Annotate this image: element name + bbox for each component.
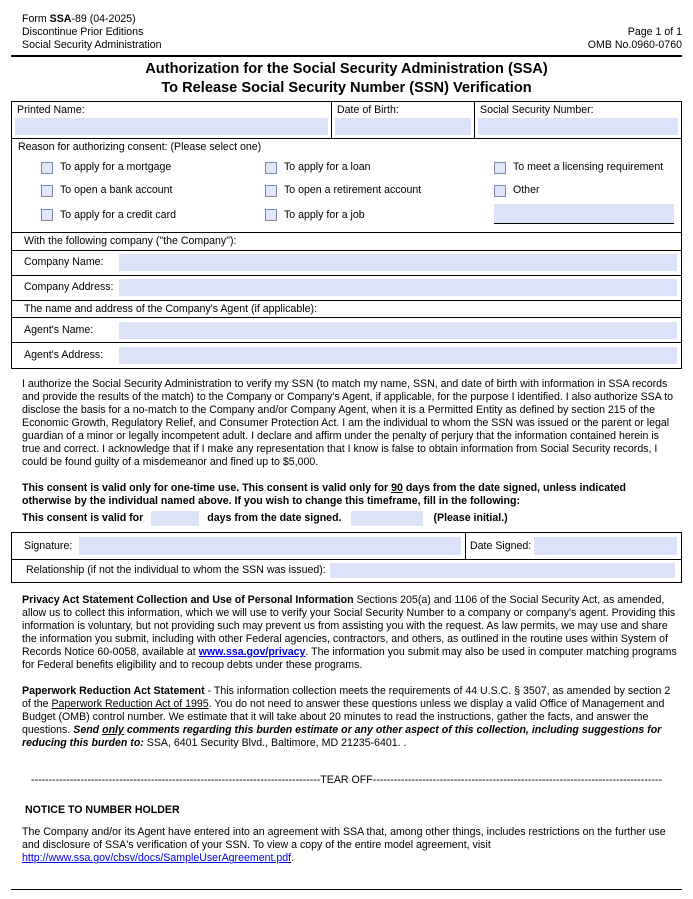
form-header [0, 0, 693, 54]
consent-days-input[interactable] [151, 511, 199, 526]
paperwork-act-underline: Paperwork Reduction Act of 1995 [51, 697, 209, 710]
other-checkbox[interactable] [494, 185, 506, 197]
ssn-input[interactable] [478, 118, 678, 135]
retirement-account-checkbox[interactable] [265, 185, 277, 197]
credit-card-checkbox[interactable] [41, 209, 53, 221]
authorization-paragraph: I authorize the Social Security Administration to verify my SSN (to match my name, SSN, and date of birth with information in SSA records and provide the results of the match) to the Company or Company's Agent, if applicable, for the purpose I identified. I also authorize SSA to disclose the basis for a no-match to the Company and/or Company Agent, when it is a Permitted Entity as defined by section 215 of the Economic Growth, Regulatory Relief, and Consumer Protection Act. I am the individual to whom the SSN was issued or the parent or legal guardian of a minor or legally incompetent adult. I declare and affirm under the penalty of perjury that the information contained herein is true and correct. I acknowledge that if I make any representation that I know is false to obtain information from Social Security records, I could be found guilty of a misdemeanor and fined up to $5,000. [22, 378, 673, 468]
discontinue-line: Discontinue Prior Editions [22, 25, 144, 38]
header-rule [11, 55, 682, 57]
form-number-line: Form SSA-89 (04-2025) [22, 13, 136, 25]
signature-input[interactable] [79, 537, 461, 555]
date-signed-input[interactable] [534, 537, 677, 555]
reason-option-licensing [494, 161, 674, 174]
reason-option-mortgage [41, 161, 265, 174]
notice-paragraph: The Company and/or its Agent have entered into an agreement with SSA that, among other things, includes restrictions on the further use and disclosure of SSA's verification of your SSN. To view a copy of the entire model agreement, visit http://www.ssa.gov/cbsv/docs/SampleUserAgreement.pdf. [22, 826, 666, 865]
bank-account-label: To open a bank account [60, 184, 173, 197]
reason-section [12, 139, 681, 232]
consent-line-part2: days from the date signed. [207, 512, 342, 525]
loan-label: To apply for a loan [284, 161, 371, 174]
signature-cell [12, 533, 465, 559]
tear-off-line: ---------------------------------------------------------------------------------- TEAR OFF ---------------------------------------------------------------------------------- [31, 773, 662, 786]
mortgage-checkbox[interactable] [41, 162, 53, 174]
job-checkbox[interactable] [265, 209, 277, 221]
form-title [0, 60, 693, 97]
licensing-label: To meet a licensing requirement [513, 161, 664, 174]
retirement-account-label: To open a retirement account [284, 184, 422, 197]
signature-label: Signature: [24, 539, 73, 552]
company-name-label: Company Name: [24, 256, 104, 269]
other-label: Other [513, 184, 540, 197]
privacy-link[interactable]: www.ssa.gov/privacy [198, 646, 306, 659]
printed-name-label: Printed Name: [17, 104, 85, 117]
agent-name-label: Agent's Name: [24, 323, 94, 336]
omb-number: OMB No.0960-0760 [587, 38, 682, 51]
agent-section-label: The name and address of the Company's Agent (if applicable): [12, 301, 681, 319]
job-label: To apply for a job [284, 208, 365, 221]
form-title-line1: Authorization for the Social Security Administration (SSA) [145, 61, 548, 78]
reason-option-bank-account [41, 184, 265, 197]
consent-line-part1: This consent is valid for [22, 512, 144, 525]
form-title-line2: To Release Social Security Number (SSN) Verification [161, 79, 532, 96]
loan-checkbox[interactable] [265, 162, 277, 174]
header-left [22, 13, 162, 51]
privacy-statement: Privacy Act Statement Collection and Use of Personal Information Sections 205(a) and 1106 of the Social Security Act, as amended, allow us to collect this information, which we will use to verify your Social Security Number to a company or company's agent. Providing this information is voluntary, but not providing such may prevent us from assisting you with the request. As law permits, we may use and share the information you submit, including with other Federal agencies, contractors, and others, as outlined in the routine uses within System of Records Notice 60-0058, available at www.ssa.gov/privacy. The information you submit may also be used in computer matching programs for Federal benefits eligibility and to recoup debts under these programs. [22, 594, 677, 672]
printed-name-cell [12, 102, 331, 138]
relationship-row [12, 560, 681, 582]
header-right [588, 26, 682, 52]
dob-input[interactable] [335, 118, 471, 135]
identity-row [12, 102, 681, 139]
consent-statement: This consent is valid only for one-time use. This consent is valid only for 90 days from the date signed, unless indicated otherwise by the individual named above. If you wish to change this timeframe, fill in the following: [22, 481, 627, 508]
page-number: Page 1 of 1 [627, 25, 682, 38]
notice-link[interactable]: http://www.ssa.gov/cbsv/docs/SampleUserAgreement.pdf [22, 852, 292, 865]
paperwork-statement: Paperwork Reduction Act Statement - This information collection meets the requirements of 44 U.S.C. § 3507, as amended by section 2 of the Paperwork Reduction Act of 1995. You do not need to answer these questions unless we display a valid Office of Management and Budget (OMB) control number. We estimate that it will take about 20 minutes to read the instructions, gather the facts, and answer the questions. Send only comments regarding this burden estimate or any other aspect of this collection, including suggestions for reducing this burden to: SSA, 6401 Security Blvd., Baltimore, MD 21235-6401. . [22, 685, 671, 749]
other-reason-cell [494, 207, 674, 224]
reason-checkbox-grid [16, 161, 677, 223]
printed-name-input[interactable] [15, 118, 328, 135]
ssn-cell [474, 102, 681, 138]
company-address-row [12, 276, 681, 301]
company-address-label: Company Address: [24, 281, 114, 294]
reason-option-loan [265, 161, 494, 174]
company-name-row [12, 251, 681, 276]
date-signed-cell [465, 533, 681, 559]
agency-line: Social Security Administration [22, 38, 162, 51]
company-name-input[interactable] [119, 254, 677, 271]
bank-account-checkbox[interactable] [41, 185, 53, 197]
company-section-label: With the following company ("the Company"): [12, 233, 681, 251]
ssn-label: Social Security Number: [480, 104, 594, 117]
company-address-input[interactable] [119, 279, 677, 296]
agent-name-row [12, 318, 681, 343]
relationship-input[interactable] [330, 563, 675, 578]
consent-line-part3: (Please initial.) [433, 512, 508, 525]
main-form-table [11, 101, 682, 369]
relationship-label: Relationship (if not the individual to whom the SSN was issued): [26, 564, 326, 577]
agent-address-row [12, 343, 681, 368]
consent-days-underline: 90 [391, 481, 403, 494]
reason-option-other [494, 184, 674, 197]
signature-table [11, 532, 682, 583]
reason-label: Reason for authorizing consent: (Please select one) [18, 141, 262, 154]
dob-cell [331, 102, 474, 138]
notice-title: NOTICE TO NUMBER HOLDER [25, 803, 180, 816]
credit-card-label: To apply for a credit card [60, 208, 176, 221]
other-reason-input[interactable] [494, 204, 674, 224]
agent-address-input[interactable] [119, 347, 677, 364]
agent-address-label: Agent's Address: [24, 349, 104, 362]
bottom-rule [11, 889, 682, 890]
licensing-checkbox[interactable] [494, 162, 506, 174]
consent-fill-line [22, 511, 677, 526]
reason-option-job [265, 207, 494, 224]
agent-name-input[interactable] [119, 322, 677, 339]
reason-option-credit-card [41, 207, 265, 224]
reason-option-retirement-account [265, 184, 494, 197]
signature-row [12, 533, 681, 560]
dob-label: Date of Birth: [337, 104, 399, 117]
consent-initial-input[interactable] [351, 511, 423, 526]
date-signed-label: Date Signed: [470, 539, 532, 552]
mortgage-label: To apply for a mortgage [60, 161, 172, 174]
